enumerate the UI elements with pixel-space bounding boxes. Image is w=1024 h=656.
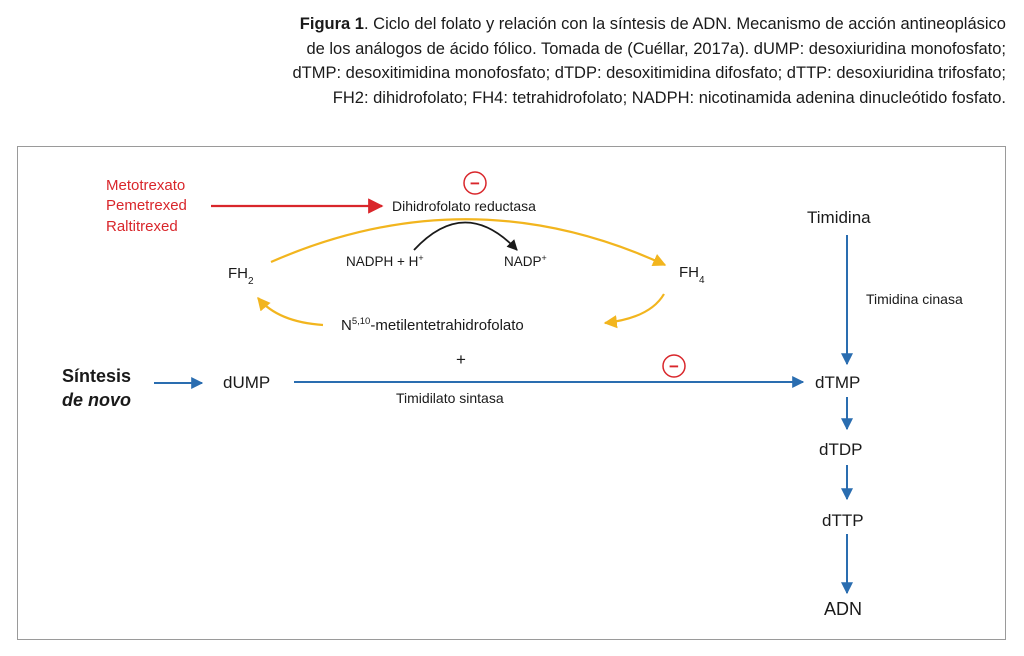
nadph-sup: + [418, 253, 424, 263]
label-timidina: Timidina [807, 208, 871, 227]
fh4-main: FH [679, 264, 699, 281]
label-sintesis: Síntesis [62, 366, 132, 386]
label-dtmp: dTMP [815, 373, 861, 392]
label-dtdp: dTDP [819, 440, 863, 459]
arc-nadph-to-nadp [414, 223, 517, 251]
caption-line-2: de los análogos de ácido fólico. Tomada de (Cuéllar, 2017a). dUMP: desoxiuridina monofosfato; [306, 39, 1006, 58]
drug-metotrexato: Metotrexato [106, 177, 186, 194]
plus-sign: + [456, 350, 466, 369]
caption-line-1-text: . Ciclo del folato y relación con la síntesis de ADN. Mecanismo de acción antineoplásico [363, 15, 1006, 33]
label-dump: dUMP [223, 373, 271, 392]
methylene-prefix: N [341, 317, 352, 334]
label-fh2 [228, 265, 254, 287]
figure-label: Figura 1 [299, 15, 364, 33]
drug-raltitrexed: Raltitrexed [106, 218, 178, 235]
nadp-main: NADP [504, 254, 542, 269]
arc-fh4-to-methylene [605, 294, 664, 323]
nadph-main: NADPH + H [346, 254, 419, 269]
nadp-sup: + [541, 253, 547, 263]
caption-line-4: FH2: dihidrofolato; FH4: tetrahidrofolato; NADPH: nicotinamida adenina dinucleótido fosfato. [332, 88, 1006, 107]
fh4-sub: 4 [699, 275, 705, 286]
arc-fh2-to-fh4 [271, 219, 665, 265]
methylene-sup: 5,10 [351, 316, 371, 327]
inhibit-minus-dhfr: − [470, 174, 480, 193]
enzyme-ts: Timidilato sintasa [396, 390, 504, 406]
label-nadp [504, 253, 547, 269]
arc-methylene-to-fh2 [258, 298, 323, 325]
label-nadph [346, 253, 424, 269]
label-dttp: dTTP [822, 511, 864, 530]
fh2-main: FH [228, 265, 248, 282]
caption-line-3: dTMP: desoxitimidina monofosfato; dTDP: desoxitimidina difosfato; dTTP: desoxiuridina trifosfato; [292, 64, 1006, 82]
enzyme-tk: Timidina cinasa [866, 291, 963, 307]
label-fh4 [679, 264, 705, 286]
drug-pemetrexed: Pemetrexed [106, 197, 187, 214]
methylene-rest: -metilentetrahidrofolato [370, 317, 524, 334]
inhibit-minus-ts: − [669, 357, 679, 376]
label-adn: ADN [824, 599, 863, 619]
enzyme-dhfr: Dihidrofolato reductasa [392, 198, 536, 214]
label-methylene-thf [341, 316, 524, 334]
label-de-novo: de novo [62, 390, 132, 410]
fh2-sub: 2 [248, 276, 254, 287]
